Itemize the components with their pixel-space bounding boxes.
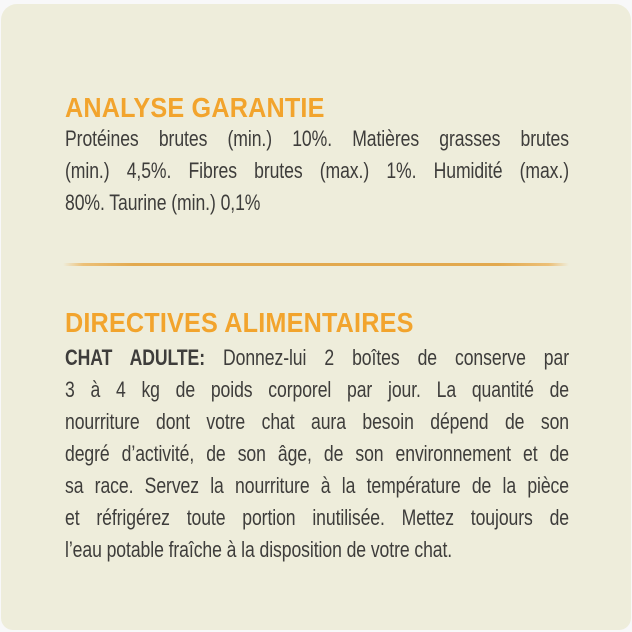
text-line: l’eau potable fraîche à la disposition de votre chat. xyxy=(65,537,453,562)
cat-adult-lead-label: CHAT ADULTE: xyxy=(65,345,205,370)
feeding-directions-heading: DIRECTIVES ALIMENTAIRES xyxy=(65,307,414,338)
guaranteed-analysis-heading: ANALYSE GARANTIE xyxy=(65,92,325,123)
text-line: sa race. Servez la nourriture à la température de la pièce xyxy=(65,473,569,498)
text-line xyxy=(65,342,569,374)
text-line: nourriture dont votre chat aura besoin dépend de son xyxy=(65,409,569,434)
nutrition-label-panel xyxy=(1,4,631,630)
text-line: et réfrigérez toute portion inutilisée. Mettez toujours de xyxy=(65,505,569,530)
text-line: (min.) 4,5%. Fibres brutes (max.) 1%. Humidité (max.) xyxy=(65,158,569,183)
guaranteed-analysis-text xyxy=(65,123,569,219)
feeding-directions-text xyxy=(65,342,569,566)
text-line: 80%. Taurine (min.) 0,1% xyxy=(65,190,261,215)
text-line: Protéines brutes (min.) 10%. Matières grasses brutes xyxy=(65,126,569,151)
text-line: degré d’activité, de son âge, de son environnement et de xyxy=(65,441,569,466)
text-line-rest: Donnez-lui 2 boîtes de conserve par xyxy=(223,345,569,370)
text-line: 3 à 4 kg de poids corporel par jour. La quantité de xyxy=(65,377,569,402)
section-divider xyxy=(63,263,569,266)
